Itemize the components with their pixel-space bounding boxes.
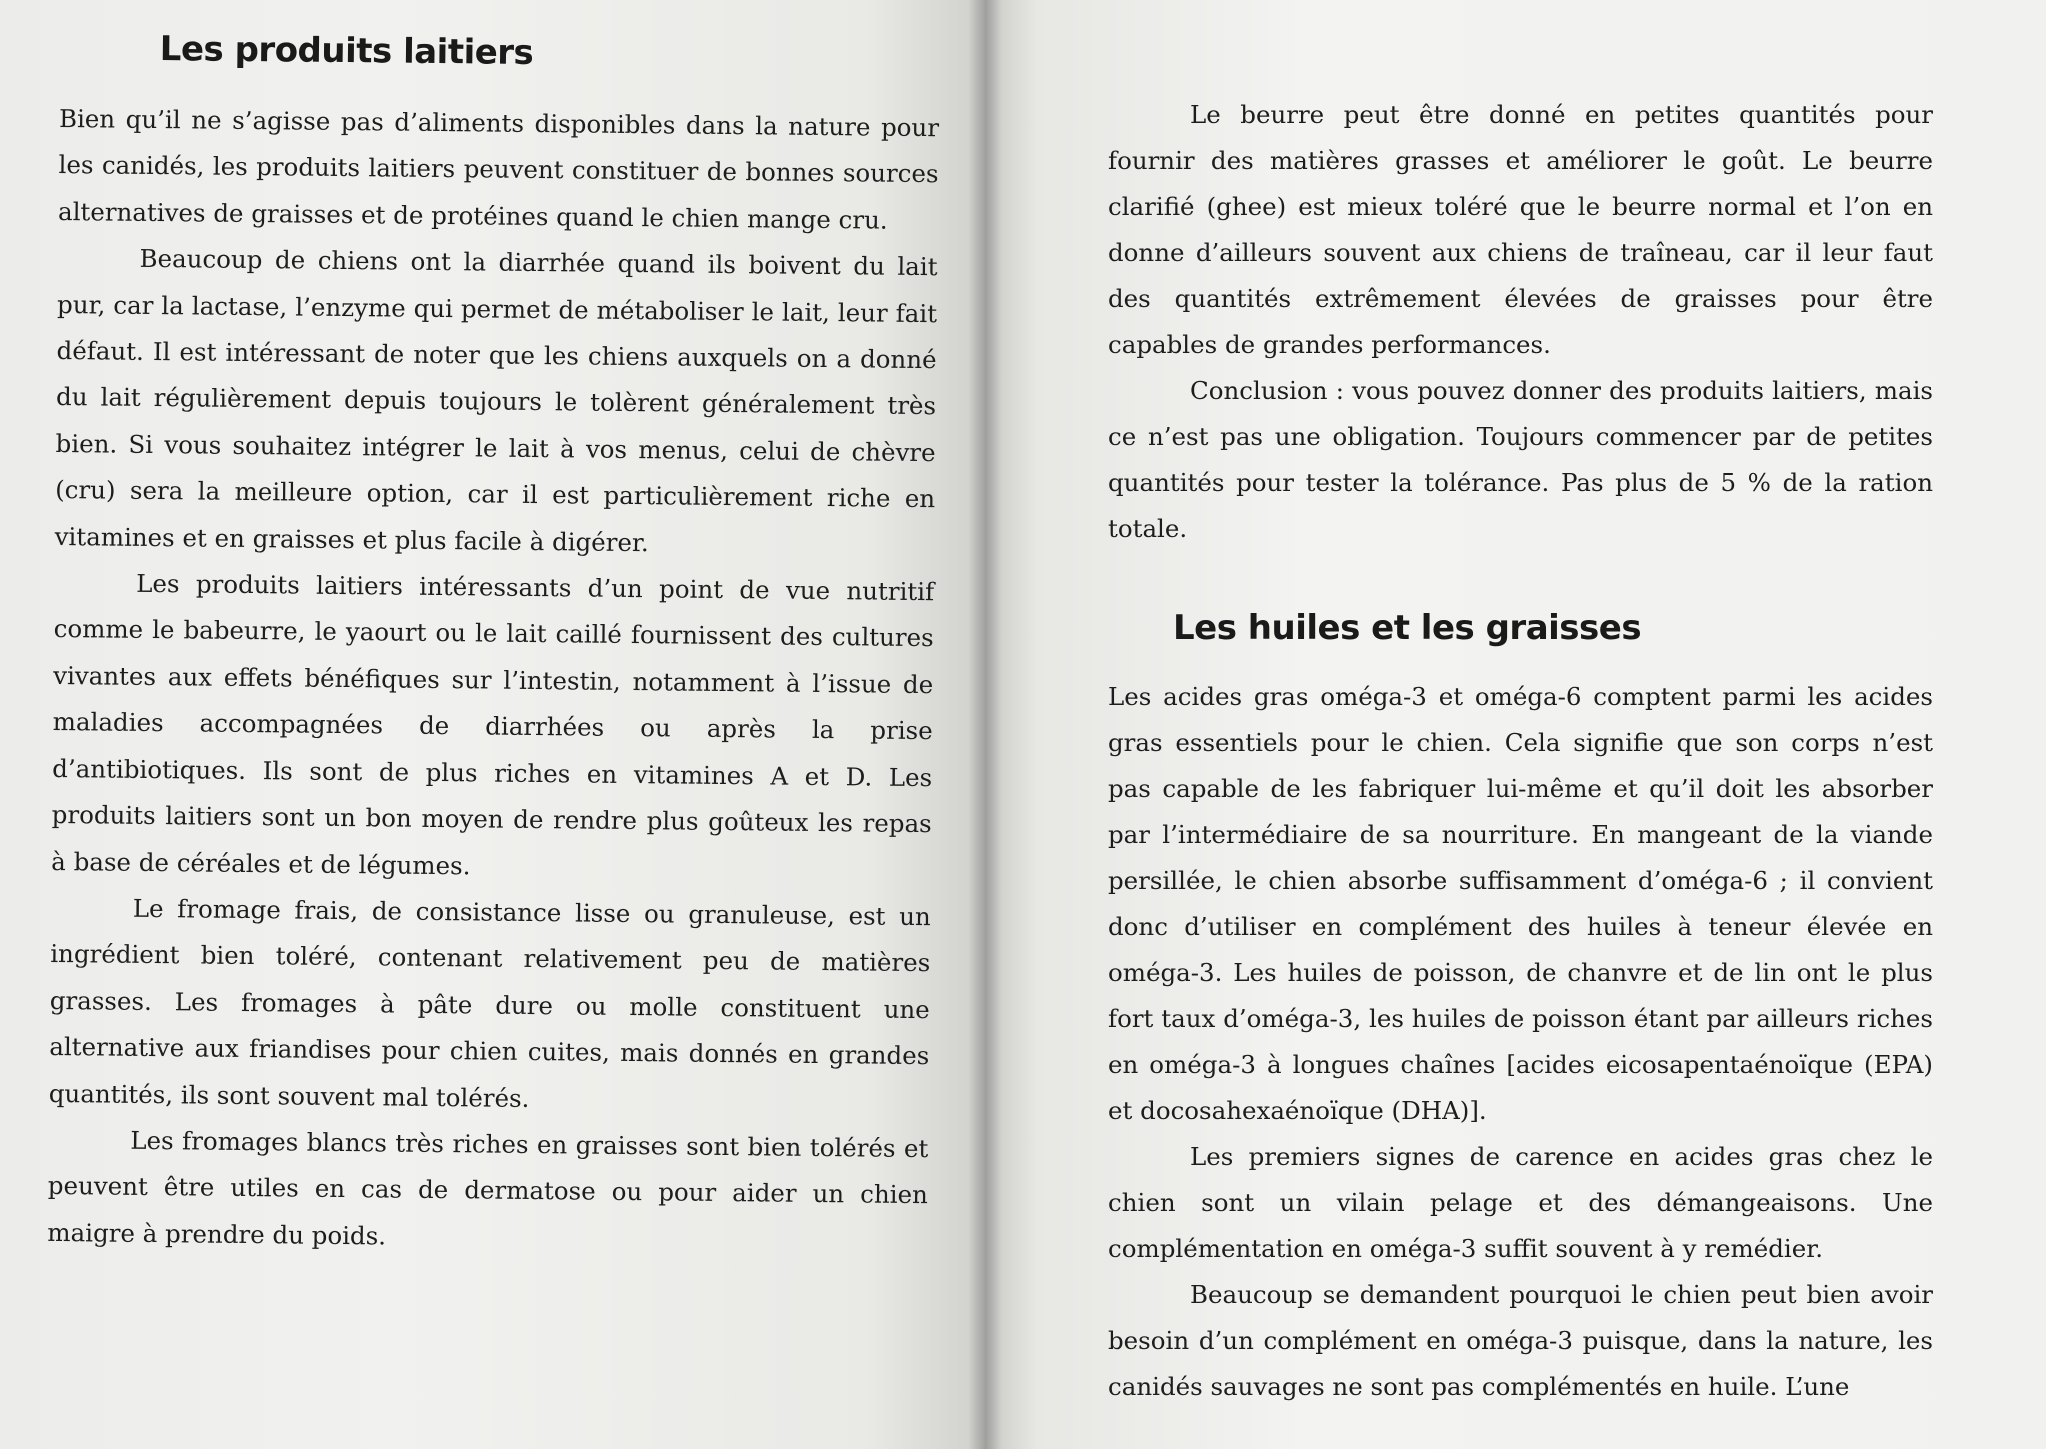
paragraph: Les fromages blancs très riches en graisses sont bien tolérés et peuvent être utiles en cas de dermatose ou pour aider un chien maigre à prendre du poids. xyxy=(47,1125,929,1251)
paragraph: Bien qu’il ne s’agisse pas d’aliments disponibles dans la nature pour les canidés, les produits laitiers peuvent constituer de bonnes sources alternatives de graisses et de protéines quand le chien mange cru. xyxy=(57,103,940,235)
paragraph: Les produits laitiers intéressants d’un point de vue nutritif comme le babeurre, le yaourt ou le lait caillé fournissent des cultures vivantes aux effets bénéfiques sur l’intestin, notamment à l’issue de maladies accompagnées de diarrhées ou après la prise d’antibiotiques. Ils sont de plus riches en vitamines A et D. Les produits laitiers sont un bon moyen de rendre plus goûteux les repas à base de céréales et de légumes. xyxy=(51,568,935,880)
left-text-column xyxy=(47,28,940,1265)
right-text-column xyxy=(1108,92,1933,1410)
section-heading-dairy: Les produits laitiers xyxy=(159,29,534,73)
section-heading-oils: Les huiles et les graisses xyxy=(1173,608,1642,648)
paragraph: Beaucoup se demandent pourquoi le chien peut bien avoir besoin d’un complément en oméga-3 puisque, dans la nature, les canidés sauvages ne sont pas complémentés en huile. L’une xyxy=(1108,1280,1933,1401)
paragraph: Les premiers signes de carence en acides gras chez le chien sont un vilain pelage et des démangeaisons. Une complémentation en oméga-3 suffit souvent à y remédier. xyxy=(1108,1142,1933,1263)
paragraph: Les acides gras oméga-3 et oméga-6 comptent parmi les acides gras essentiels pour le chien. Cela signifie que son corps n’est pas capable de les fabriquer lui-même et qu’il doit les absorber par l’intermédiaire de sa nourriture. En mangeant de la viande persillée, le chien absorbe suffisamment d’oméga-6 ; il convient donc d’utiliser en complément des huiles à teneur élevée en oméga-3. Les huiles de poisson, de chanvre et de lin ont le plus fort taux d’oméga-3, les huiles de poisson étant par ailleurs riches en oméga-3 à longues chaînes [acides eicosapentaénoïque (EPA) et docosahexaénoïque (DHA)]. xyxy=(1108,682,1933,1125)
paragraph: Le beurre peut être donné en petites quantités pour fournir des matières grasses et améliorer le goût. Le beurre clarifié (ghee) est mieux toléré que le beurre normal et l’on en donne d’ailleurs souvent aux chiens de traîneau, car il leur faut des quantités extrêmement élevées de graisses pour être capables de grandes performances. xyxy=(1108,100,1933,359)
paragraph: Le fromage frais, de consistance lisse ou granuleuse, est un ingrédient bien toléré, contenant relativement peu de matières grasses. Les fromages à pâte dure ou molle constituent une alternative aux friandises pour chien cuites, mais donnés en grandes quantités, ils sont souvent mal tolérés. xyxy=(48,893,931,1113)
right-page xyxy=(985,0,2046,1449)
left-page xyxy=(0,0,985,1449)
paragraph: Conclusion : vous pouvez donner des produits laitiers, mais ce n’est pas une obligation. Toujours commencer par de petites quantités pour tester la tolérance. Pas plus de 5 % de la ration totale. xyxy=(1108,376,1933,543)
paragraph: Beaucoup de chiens ont la diarrhée quand ils boivent du lait pur, car la lactase, l’enzyme qui permet de métaboliser le lait, leur fait défaut. Il est intéressant de noter que les chiens auxquels on a donné du lait régulièrement depuis toujours le tolèrent généralement très bien. Si vous souhaitez intégrer le lait à vos menus, celui de chèvre (cru) sera la meilleure option, car il est particulièrement riche en vitamines et en graisses et plus facile à digérer. xyxy=(54,244,938,557)
